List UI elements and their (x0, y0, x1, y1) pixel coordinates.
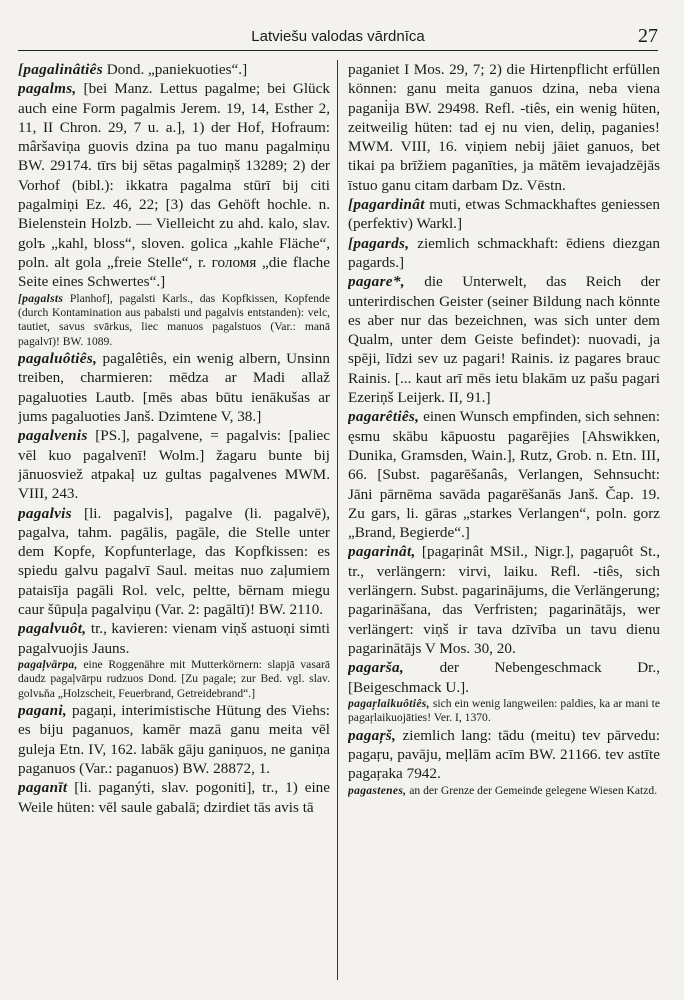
entry-definition: ziemlich lang: tādu (meitu) tev pārvedu: pagaŗu, pavāju, meļlām acīm BW. 21166. tev astīte pagaŗaka 7942. (348, 726, 660, 783)
left-column (18, 60, 330, 988)
entry-definition: ziemlich schmackhaft: ēdiens diezgan pagards.] (348, 234, 660, 271)
dictionary-entry (18, 504, 330, 620)
entry-headword: pagaluôtiês, (18, 350, 98, 368)
entry-headword: pagalvuôt, (18, 620, 87, 638)
page-number: 27 (638, 25, 658, 47)
dictionary-entry (348, 195, 660, 234)
dictionary-entry (348, 60, 660, 195)
entry-headword: pagarêtiês, (348, 408, 420, 426)
dictionary-entry (348, 726, 660, 784)
entry-definition: paganiet I Mos. 29, 7; 2) die Hirtenpflicht erfüllen können: ganu meita ganuos dzina, neba viena pagani̇ja BW. 29498. Refl. -tiês, ein wenig hüten, zeitweilig hüten: tad ej nu vien, deliņ, paganies! MWM. VIII, 16. viņiem nebij jāiet ganuos, bet tikai pa brīžiem paganīties, ja mātēm ievajadzējās īstuo ganu citam darbam Dz. Vēstn. (348, 61, 660, 194)
dictionary-entry (348, 784, 660, 798)
entry-definition: eine Roggenähre mit Mutterkörnern: slapjā vasarā daudz pagaļvārpu rudzuos Dond. [Zu pagale; zur Bed. vgl. slav. golvьňa „Holzscheit, Feuerbrand, Getreidebrand“.] (18, 657, 330, 700)
dictionary-entry (18, 60, 330, 79)
dictionary-entry (348, 658, 660, 697)
entry-headword: pagarša, (348, 659, 404, 677)
dictionary-entry (18, 658, 330, 701)
entry-headword: [pagalsts (18, 291, 64, 305)
entry-headword: pagaļvārpa, (18, 657, 78, 671)
dictionary-entry (348, 542, 660, 658)
entry-headword: [pagardinât (348, 196, 425, 214)
dictionary-entry (18, 79, 330, 291)
entry-definition: der Nebengeschmack Dr., [Beigeschmack U.]. (348, 659, 660, 696)
entry-headword: pagarinât, (348, 543, 416, 561)
entry-definition: muti, etwas Schmackhaftes geniessen (perfektiv) Warkl.] (348, 196, 660, 233)
entry-definition: einen Wunsch empfinden, sich sehnen: ęsmu skābu kāpuostu pagarējies [Ahswikken, Dunika, Gramsden, Wain.], Rutz, Grob. n. Etn. III, 66. [Subst. pagarēšanâs, Verlangen, Sehnsucht: Jāni pārnēma savāda pagarēšanās Janš. Čap. 19. Zu gars, li. gāras „starkes Verlangen“, poln. gorz „Brand, Begierde“.] (348, 408, 660, 542)
dictionary-entry (348, 407, 660, 542)
entry-definition: an der Grenze der Gemeinde gelegene Wiesen Katzd. (406, 783, 658, 797)
entry-headword: pagalms, (18, 80, 77, 98)
entry-headword: pagalvenis (18, 427, 88, 445)
entry-headword: pagaŗš, (348, 726, 397, 744)
dictionary-entry (348, 272, 660, 407)
dictionary-entry (18, 701, 330, 778)
entry-definition: [li. paganýti, slav. pogoniti], tr., 1) eine Weile hüten: vēl saule gabalā; dzirdiet tās avis tā (18, 779, 330, 816)
dictionary-entry (18, 349, 330, 426)
entry-headword: [pagards, (348, 234, 410, 252)
entry-headword: pagastenes, (348, 783, 407, 797)
column-divider (337, 60, 338, 980)
entry-headword: paganīt (18, 779, 68, 797)
dictionary-entry (18, 619, 330, 658)
entry-definition: [li. pagalvis], pagalve (li. pagalvē), pagalva, tahm. pagālis, pagāle, die Stelle unter dem Kopfe, Kopfunterlage, das Kopfkissen: es spiedu galvu pagalvī Saul. meitas nuo zaļumiem pataisīja pagāli Rol. velc, peltte, bērnam miegu caur šūpuļa pagalviņu (Var. 2: pagāltī)! BW. 2110. (18, 504, 330, 619)
entry-definition: [PS.], pagalvene, = pagalvis: [paliec vēl kuo pagalvenī! Wolm.] žagaru bunte bij jānuosviež atpakaļ uz gultas pagalvenes MWM. VIII, 243. (18, 427, 330, 503)
entry-headword: pagare*, (348, 273, 405, 291)
dictionary-entry (348, 234, 660, 273)
entry-definition: Dond. „paniekuoties“.] (102, 61, 248, 78)
entry-headword: pagaŗlaikuôtiês, (348, 696, 430, 710)
dictionary-entry (18, 778, 330, 817)
right-column (348, 60, 660, 988)
entry-definition: tr., kavieren: vienam viņš astuoņi simti pagalvuojis Jauns. (18, 620, 330, 657)
dictionary-entry (18, 426, 330, 503)
entry-definition: [bei Manz. Lettus pagalme; bei Glück auch eine Form pagalmis Jerem. 19, 14, Esther 2, 11, II Chron. 29, 7 u. a.], 1) der Hof, Hofraum: mâršaviņa guovis dzina pa tuo manu pagalmiņu BW. 29174. tīrs bij sētas pagalmiņš 13289; 2) der Vorhof (bibl.): ikkatra pagalma stūrī bij citi pagalmiņi Ez. 46, 22; [3) das Gehöft hochle. n. Bielenstein Holzb. — Vielleicht zu ahd. kalo, slav. golъ „kahl, bloss“, sloven. golica „kahle Fläche“, poln. alt gola „freie Stelle“, r. голомя „die flache Seite eines Schwertes“.] (18, 80, 330, 291)
entry-headword: [pagalinâtiês (18, 61, 103, 78)
entry-headword: pagani, (18, 702, 67, 720)
entry-definition: pagalêtiês, ein wenig albern, Unsinn treiben, charmieren: mēdza ar Madi allaž pagaluoties Lautb. [mēs abas būtu ienākušas ar jums pagaluoties Janš. Dzimtene V, 38.] (18, 350, 330, 426)
running-title: Latviešu valodas vārdnīca (251, 28, 425, 45)
entry-definition: sich ein wenig langweilen: paldies, ka ar mani te pagaŗlaikuojāties! Ver. I, 1370. (348, 696, 660, 725)
entry-definition: Planhof], pagalsti Karls., das Kopfkissen, Kopfende (durch Kontamination aus pabalsti und pagalvis entstanden): velc, tautiet, savus svārkus, liec manuos pagalstuos (Var.: manā pagalvī)! BW. 1089. (18, 291, 330, 348)
dictionary-entry (18, 292, 330, 350)
entry-definition: [pagaŗinât MSil., Nigr.], pagaŗuôt St., tr., verlängern: virvi, laiku. Refl. -tiês, sich verlängern. Subst. pagarinājums, die Verlängerung; pagarināšana, das Verfristen; pagarinātājs, wer verlängert: viņš ir tava dzīvība un tavu dienu pagarinātājs V Mos. 30, 20. (348, 543, 660, 657)
entry-definition: pagaņi, interimistische Hütung des Viehs: es biju paganuos, kamēr mazā ganu meita vēl guleja Etn. IV, 162. labāk gāju ganiņuos, ne ganiņa paganuos (Var.: paganuos) BW. 28872, 1. (18, 702, 330, 778)
dictionary-entry (348, 697, 660, 726)
page-header (18, 24, 658, 51)
entry-headword: pagalvis (18, 504, 72, 522)
entry-definition: die Unterwelt, das Reich der unterirdischen Geister (seiner Bildung nach könnte es aber nur das bezeichnen, was sich unter dem Qualm, unter dem Geiste befindet): nuovadi, ja spēji, līdzi sev uz pagari! Rainis. iz pagares brauc Rainis. [... kaut arī mēs ietu blakām uz pašu pagari Ezeriņš Leijerk. II, 91.] (348, 273, 660, 407)
